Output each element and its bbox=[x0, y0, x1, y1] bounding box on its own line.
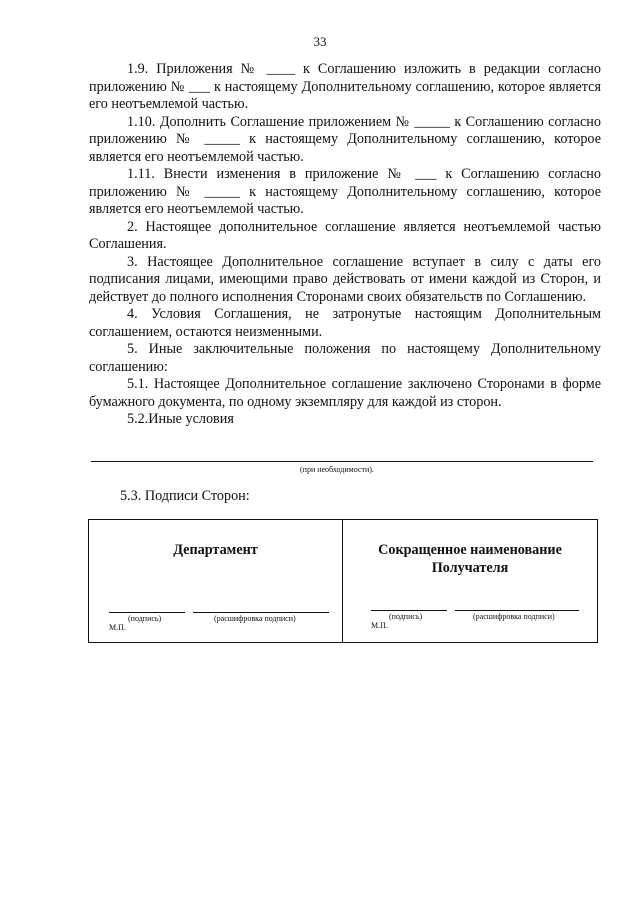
paragraph-2: 2. Настоящее дополнительное соглашение является неотъемлемой частью Соглашения. bbox=[89, 218, 601, 252]
other-conditions-caption: (при необходимости). bbox=[300, 465, 374, 474]
paragraph-3: 3. Настоящее Дополнительное соглашение вступает в силу с даты его подписания лицами, имеющими право действовать от имени каждой из Сторон, и действует до полного исполнения Сторонами своих обязательств по Соглашению. bbox=[89, 253, 601, 305]
page-number: 33 bbox=[313, 34, 327, 49]
recipient-title: Сокращенное наименование Получателя bbox=[378, 542, 562, 576]
recipient-decoding-line bbox=[455, 610, 579, 611]
paragraph-1-11: 1.11. Внести изменения в приложение № ___ к Соглашению согласно приложению № _____ к настоящему Дополнительному соглашению, которое является его неотъемлемой частью. bbox=[89, 166, 601, 217]
paragraph-1-10: 1.10. Дополнить Соглашение приложением № _____ к Соглашению согласно приложению № _____ к настоящему Дополнительному соглашению, которое является его неотъемлемой частью. bbox=[89, 113, 601, 165]
department-stamp-label: М.П. bbox=[109, 623, 126, 632]
paragraph-5: 5. Иные заключительные положения по настоящему Дополнительному соглашению: bbox=[89, 341, 601, 375]
other-conditions-line bbox=[91, 461, 593, 462]
department-title: Департамент bbox=[173, 542, 258, 558]
recipient-signature-label: (подпись) bbox=[389, 612, 423, 621]
signature-table bbox=[88, 519, 598, 643]
department-decoding-label: (расшифровка подписи) bbox=[214, 614, 296, 623]
department-decoding-line bbox=[193, 612, 329, 613]
signature-cell-department bbox=[89, 520, 343, 642]
paragraph-4: 4. Условия Соглашения, не затронутые настоящим Дополнительным соглашением, остаются неизменными. bbox=[89, 306, 601, 340]
department-signature-line bbox=[109, 612, 185, 613]
paragraph-1-9: 1.9. Приложения № ____ к Соглашению изложить в редакции согласно приложению № ___ к настоящему Дополнительному соглашению, которое является его неотъемлемой частью. bbox=[89, 61, 601, 112]
signatures-heading: 5.3. Подписи Сторон: bbox=[120, 488, 250, 504]
department-signature-label: (подпись) bbox=[128, 614, 162, 623]
paragraph-5-1: 5.1. Настоящее Дополнительное соглашение заключено Сторонами в форме бумажного документа, по одному экземпляру для каждой из сторон. bbox=[89, 376, 601, 410]
recipient-signature-line bbox=[371, 610, 447, 611]
recipient-decoding-label: (расшифровка подписи) bbox=[473, 612, 555, 621]
signature-cell-recipient bbox=[343, 520, 597, 642]
paragraph-5-2: 5.2.Иные условия bbox=[127, 411, 234, 427]
recipient-stamp-label: М.П. bbox=[371, 621, 388, 630]
document-body bbox=[89, 61, 601, 429]
